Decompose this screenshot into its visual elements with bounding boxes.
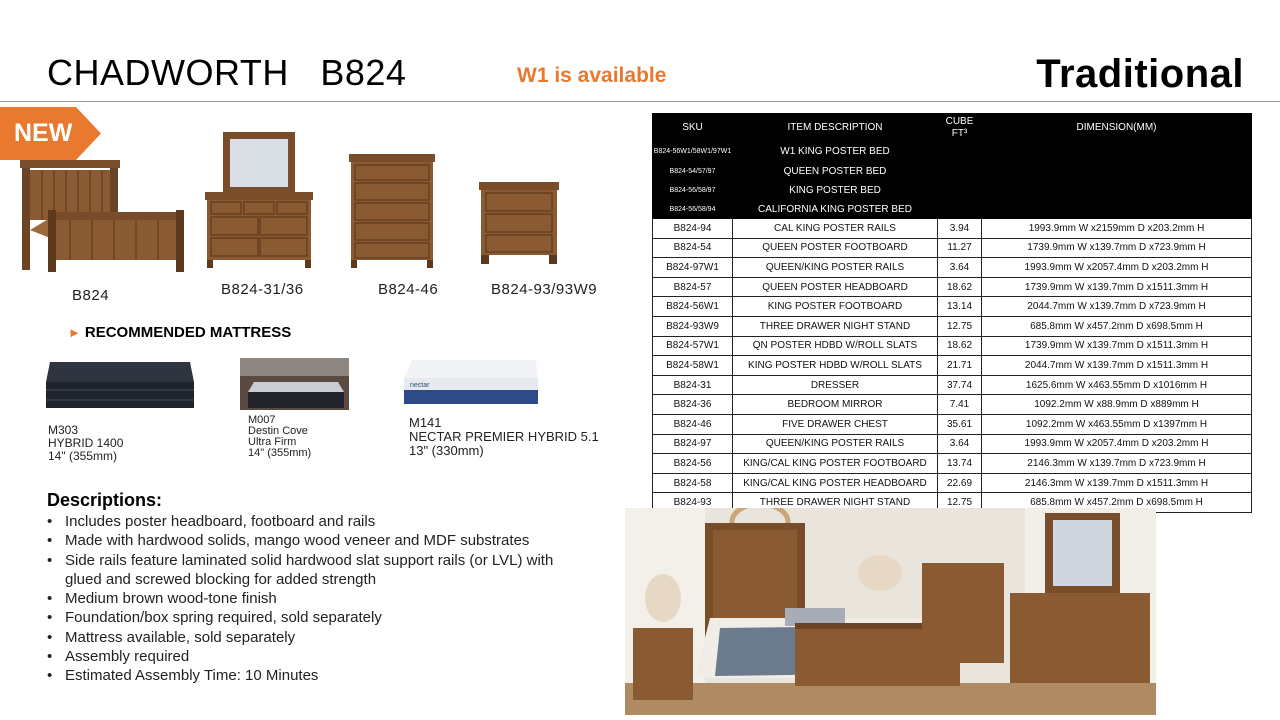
product-label-nightstand: B824-93/93W9 [491, 281, 598, 298]
table-row [653, 316, 1252, 336]
cell-dim: 1625.6mm W x463.55mm D x1016mm H [982, 375, 1252, 395]
cell-cube: 12.75 [938, 316, 982, 336]
bedroom-scene-image [625, 508, 1156, 715]
cell-dim: 2044.7mm W x139.7mm D x723.9mm H [982, 297, 1252, 317]
header-sub-desc: CALIFORNIA KING POSTER BED [733, 200, 938, 219]
cell-dim: 1092.2mm W x463.55mm D x1397mm H [982, 414, 1252, 434]
cell-desc: FIVE DRAWER CHEST [733, 414, 938, 434]
mattress-m007-image [240, 358, 349, 410]
cell-dim: 685.8mm W x457.2mm D x698.5mm H [982, 493, 1252, 513]
table-row [653, 297, 1252, 317]
cell-sku: B824-46 [653, 414, 733, 434]
mattress-name-line2: Ultra Firm [248, 436, 297, 448]
cell-cube: 7.41 [938, 395, 982, 415]
product-label-dresser: B824-31/36 [221, 281, 304, 298]
mattress-m141-label [409, 416, 599, 458]
bed-image [20, 160, 185, 275]
cell-sku: B824-97 [653, 434, 733, 454]
triangle-bullet-icon: ► [68, 325, 81, 340]
descriptions-list [47, 512, 585, 686]
description-item: • Includes poster headboard, footboard and rails [47, 512, 585, 531]
mattress-sku: M007 [248, 414, 276, 426]
cell-sku: B824-93W9 [653, 316, 733, 336]
header-sub-blank [938, 142, 982, 162]
mattress-name: NECTAR PREMIER HYBRID 5.1 [409, 429, 599, 444]
cell-cube: 18.62 [938, 277, 982, 297]
header-dimension: DIMENSION(MM) [982, 114, 1252, 142]
table-row [653, 473, 1252, 493]
cell-sku: B824-56 [653, 454, 733, 474]
table-row [653, 356, 1252, 376]
cell-cube: 37.74 [938, 375, 982, 395]
cell-sku: B824-57W1 [653, 336, 733, 356]
new-badge-label: NEW [14, 119, 73, 147]
cell-desc: QUEEN/KING POSTER RAILS [733, 258, 938, 278]
availability-note: W1 is available [517, 64, 667, 87]
header-sub-blank [938, 162, 982, 181]
header-sub-desc: QUEEN POSTER BED [733, 162, 938, 181]
description-item: • Medium brown wood-tone finish [47, 589, 585, 608]
header-sku: SKU [653, 114, 733, 142]
header-sub-blank [938, 200, 982, 219]
nightstand-image [477, 180, 561, 265]
header-sub-desc: W1 KING POSTER BED [733, 142, 938, 162]
cell-desc: QUEEN POSTER FOOTBOARD [733, 238, 938, 258]
specification-table [652, 113, 1252, 513]
cell-desc: QUEEN/KING POSTER RAILS [733, 434, 938, 454]
cell-dim: 1092.2mm W x88.9mm D x889mm H [982, 395, 1252, 415]
new-badge [0, 107, 101, 160]
table-row [653, 336, 1252, 356]
mattress-m303-label [48, 424, 123, 463]
cell-cube: 12.75 [938, 493, 982, 513]
table-row [653, 277, 1252, 297]
mattress-m141-image [402, 356, 540, 408]
cell-dim: 2146.3mm W x139.7mm D x1511.3mm H [982, 473, 1252, 493]
cell-desc: BEDROOM MIRROR [733, 395, 938, 415]
cell-dim: 1739.9mm W x139.7mm D x1511.3mm H [982, 336, 1252, 356]
cell-sku: B824-31 [653, 375, 733, 395]
recommended-mattress-heading: ► RECOMMENDED MATTRESS [68, 324, 292, 341]
cell-dim: 2044.7mm W x139.7mm D x1511.3mm H [982, 356, 1252, 376]
cell-sku: B824-58W1 [653, 356, 733, 376]
cell-cube: 11.27 [938, 238, 982, 258]
mattress-name: HYBRID 1400 [48, 436, 124, 450]
table-row [653, 414, 1252, 434]
mattress-brand: nectar [410, 382, 430, 389]
mattress-name: Destin Cove [248, 425, 308, 437]
cell-desc: THREE DRAWER NIGHT STAND [733, 316, 938, 336]
table-row [653, 258, 1252, 278]
cell-cube: 35.61 [938, 414, 982, 434]
description-item: • Made with hardwood solids, mango wood veneer and MDF substrates [47, 531, 585, 550]
description-item: • Assembly required [47, 647, 585, 666]
mattress-size: 14" (355mm) [48, 449, 117, 463]
cell-desc: KING POSTER FOOTBOARD [733, 297, 938, 317]
cell-sku: B824-97W1 [653, 258, 733, 278]
cell-dim: 2146.3mm W x139.7mm D x723.9mm H [982, 454, 1252, 474]
cell-sku: B824-58 [653, 473, 733, 493]
header-sub-blank [982, 181, 1252, 200]
header-sub-sku: B824-56/58/94 [653, 200, 733, 219]
cell-dim: 1993.9mm W x2057.4mm D x203.2mm H [982, 434, 1252, 454]
cell-cube: 13.14 [938, 297, 982, 317]
dresser-mirror-image [203, 130, 315, 270]
product-label-bed: B824 [72, 287, 110, 304]
table-row [653, 219, 1252, 239]
product-label-chest: B824-46 [378, 281, 439, 298]
cell-desc: CAL KING POSTER RAILS [733, 219, 938, 239]
cell-sku: B824-36 [653, 395, 733, 415]
header-sub-blank [982, 162, 1252, 181]
cell-sku: B824-93 [653, 493, 733, 513]
cell-dim: 1739.9mm W x139.7mm D x1511.3mm H [982, 277, 1252, 297]
cell-dim: 1993.9mm W x2057.4mm D x203.2mm H [982, 258, 1252, 278]
header-sub-blank [982, 142, 1252, 162]
mattress-m007-label [248, 415, 311, 459]
header-sub-sku: B824-54/57/97 [653, 162, 733, 181]
cell-desc: QN POSTER HDBD W/ROLL SLATS [733, 336, 938, 356]
cell-desc: THREE DRAWER NIGHT STAND [733, 493, 938, 513]
cell-cube: 3.94 [938, 219, 982, 239]
description-item: • Foundation/box spring required, sold separately [47, 608, 585, 627]
cell-cube: 18.62 [938, 336, 982, 356]
header-cube: CUBE FT³ [938, 114, 982, 142]
table-row [653, 395, 1252, 415]
style-label: Traditional [1036, 52, 1244, 96]
cell-cube: 3.64 [938, 258, 982, 278]
cell-sku: B824-94 [653, 219, 733, 239]
description-item: • Mattress available, sold separately [47, 628, 585, 647]
description-item: • Estimated Assembly Time: 10 Minutes [47, 666, 585, 685]
cell-desc: QUEEN POSTER HEADBOARD [733, 277, 938, 297]
specification-table-body [653, 219, 1252, 513]
header-sub-sku: B824-56/58/97 [653, 181, 733, 200]
cell-cube: 3.64 [938, 434, 982, 454]
cell-cube: 22.69 [938, 473, 982, 493]
descriptions-heading: Descriptions: [47, 490, 163, 510]
mattress-m303-image [44, 360, 196, 412]
cell-sku: B824-56W1 [653, 297, 733, 317]
table-row [653, 434, 1252, 454]
header-sub-sku: B824-56W1/58W1/97W1 [653, 142, 733, 162]
chest-image [347, 152, 437, 270]
page-title: CHADWORTH B824 [47, 52, 407, 93]
cell-dim: 1739.9mm W x139.7mm D x723.9mm H [982, 238, 1252, 258]
header-sub-desc: KING POSTER BED [733, 181, 938, 200]
cell-cube: 13.74 [938, 454, 982, 474]
header-item-description: ITEM DESCRIPTION [733, 114, 938, 142]
description-item: • Side rails feature laminated solid hardwood slat support rails (or LVL) with glued and screwed blocking for added strength [47, 551, 555, 590]
cell-desc: KING/CAL KING POSTER HEADBOARD [733, 473, 938, 493]
cell-cube: 21.71 [938, 356, 982, 376]
mattress-size: 13" (330mm) [409, 443, 484, 458]
cell-desc: KING POSTER HDBD W/ROLL SLATS [733, 356, 938, 376]
mattress-sku: M303 [48, 423, 79, 437]
cell-dim: 1993.9mm W x2159mm D x203.2mm H [982, 219, 1252, 239]
mattress-size: 14" (355mm) [248, 447, 312, 459]
table-row [653, 238, 1252, 258]
cell-sku: B824-54 [653, 238, 733, 258]
cell-desc: DRESSER [733, 375, 938, 395]
table-row [653, 375, 1252, 395]
cell-dim: 685.8mm W x457.2mm D x698.5mm H [982, 316, 1252, 336]
header-sub-blank [982, 200, 1252, 219]
cell-sku: B824-57 [653, 277, 733, 297]
cell-desc: KING/CAL KING POSTER FOOTBOARD [733, 454, 938, 474]
header-divider [0, 101, 1280, 102]
header-sub-blank [938, 181, 982, 200]
mattress-sku: M141 [409, 415, 442, 430]
table-row [653, 454, 1252, 474]
